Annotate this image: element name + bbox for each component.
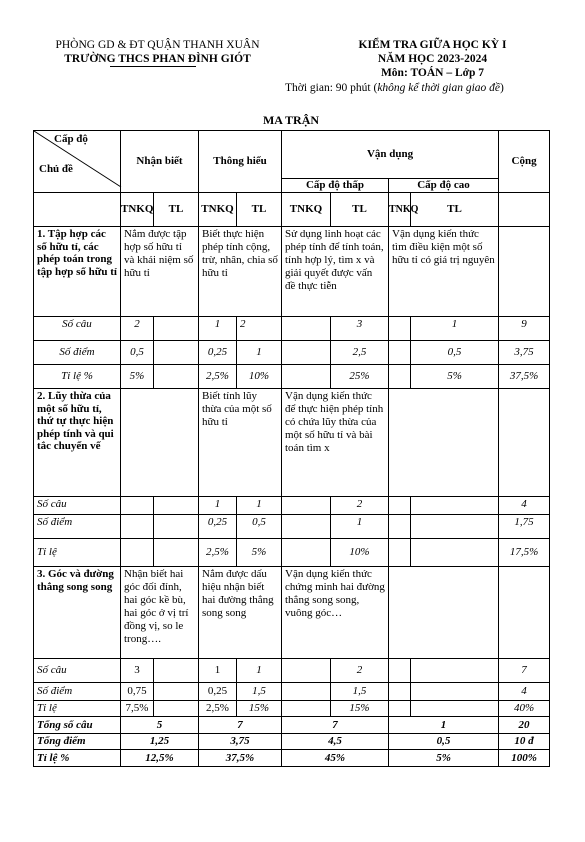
cell: 2,5% — [199, 701, 237, 717]
cell: 0,5 — [121, 341, 154, 365]
cell: 2 — [331, 497, 389, 515]
cell: 1 — [237, 497, 282, 515]
row-so-diem — [34, 515, 550, 539]
cell: 15% — [331, 701, 389, 717]
sub-tl-vdt: TL — [331, 193, 389, 227]
cell: 3 — [331, 317, 389, 341]
cell: 4 — [499, 683, 550, 701]
header-blank — [34, 193, 121, 227]
cell: 2 — [237, 317, 282, 341]
row-label: Tỉ lệ % — [34, 750, 121, 767]
topic-th-desc: Biết tính lũy thừa của một số hữu tỉ — [199, 389, 282, 497]
total-cell: 5 — [121, 717, 199, 734]
cell: 17,5% — [499, 539, 550, 567]
cell: 1 — [237, 659, 282, 683]
cell: 4 — [499, 497, 550, 515]
row-ti-le — [34, 365, 550, 389]
cell — [154, 497, 199, 515]
subject: Môn: TOÁN – Lớp 7 — [380, 67, 485, 79]
total-cell: 1,25 — [121, 734, 199, 750]
cell — [282, 683, 331, 701]
cell: 2,5% — [199, 539, 237, 567]
total-cell: 0,5 — [389, 734, 499, 750]
cell — [282, 539, 331, 567]
row-label: Tổng điểm — [34, 734, 121, 750]
cell — [411, 683, 499, 701]
cell: 7 — [499, 659, 550, 683]
cell — [411, 701, 499, 717]
col-thong-hieu: Thông hiểu — [199, 131, 282, 193]
topic-name: 2. Lũy thừa của một số hữu tỉ, thứ tự thực hiện phép tính và qui tắc chuyển vế — [34, 389, 121, 497]
cell: 1 — [199, 659, 237, 683]
cell — [154, 683, 199, 701]
row-label: Tỉ lệ — [34, 701, 121, 717]
cell — [389, 659, 411, 683]
corner-level-label: Cấp độ — [54, 133, 88, 145]
sub-tl-vdc: TL — [411, 193, 499, 227]
cell: 5% — [411, 365, 499, 389]
col-cap-do-cao: Cấp độ cao — [389, 179, 499, 193]
cell — [411, 515, 499, 539]
cell — [282, 701, 331, 717]
topic-name: 3. Góc và đường thẳng song song — [34, 567, 121, 659]
exam-time — [285, 81, 565, 95]
cell — [282, 317, 331, 341]
col-nhan-biet: Nhận biết — [121, 131, 199, 193]
cell — [121, 515, 154, 539]
sub-tnkq-nb: TNKQ — [121, 193, 154, 227]
cell: 1,5 — [331, 683, 389, 701]
topic-vdc-desc — [389, 389, 499, 497]
row-so-diem — [34, 341, 550, 365]
cell: 5% — [237, 539, 282, 567]
row-total-questions — [34, 717, 550, 734]
topic-nb-desc: Nhận biết hai góc đối đỉnh, hai góc kề bù, hai góc ở vị trí đồng vị, so le trong…. — [121, 567, 199, 659]
row-label: Số câu — [34, 317, 121, 341]
total-cell: 1 — [389, 717, 499, 734]
cell: 1 — [199, 497, 237, 515]
row-label: Số câu — [34, 659, 121, 683]
cell — [389, 365, 411, 389]
cell: 0,75 — [121, 683, 154, 701]
topic-vdt-desc: Sử dụng linh hoạt các phép tính để tính toán, tính hợp lý, tìm x và giải quyết được vấn đề thực tiễn — [282, 227, 389, 317]
col-cong: Cộng — [499, 131, 550, 193]
cell — [154, 659, 199, 683]
col-van-dung: Vận dụng — [282, 131, 499, 179]
cell: 5% — [121, 365, 154, 389]
row-so-cau — [34, 317, 550, 341]
cell: 2,5 — [331, 341, 389, 365]
total-cell: 37,5% — [199, 750, 282, 767]
exam-time-prefix: Thời gian: 90 phút ( — [285, 82, 378, 94]
topic-vdc-desc: Vận dụng kiến thức tìm điều kiện một số hữu tỉ có giá trị nguyên — [389, 227, 499, 317]
row-ti-le — [34, 701, 550, 717]
cell: 0,25 — [199, 683, 237, 701]
total-cell: 5% — [389, 750, 499, 767]
cell — [389, 701, 411, 717]
cell: 7,5% — [121, 701, 154, 717]
total-cell: 7 — [199, 717, 282, 734]
sub-tnkq-th: TNKQ — [199, 193, 237, 227]
total-cell: 3,75 — [199, 734, 282, 750]
cell — [389, 515, 411, 539]
sub-tl-th: TL — [237, 193, 282, 227]
cell: 15% — [237, 701, 282, 717]
cell — [154, 539, 199, 567]
sub-tl-nb: TL — [154, 193, 199, 227]
exam-time-suffix: ) — [500, 82, 504, 94]
total-cell: 7 — [282, 717, 389, 734]
topic-vdt-desc: Vận dụng kiến thức để thực hiện phép tính có chứa lũy thừa của một số hữu tỉ và bài toán tìm x — [282, 389, 389, 497]
cell: 1 — [237, 341, 282, 365]
cell — [282, 341, 331, 365]
total-cell: 100% — [499, 750, 550, 767]
cell — [154, 317, 199, 341]
row-label: Tỉ lệ — [34, 539, 121, 567]
cell: 2,5% — [199, 365, 237, 389]
cell: 25% — [331, 365, 389, 389]
cell — [121, 539, 154, 567]
row-total-ratio — [34, 750, 550, 767]
sub-tnkq-vdc: TNKQ — [389, 193, 411, 227]
cell: 2 — [121, 317, 154, 341]
cell: 1,5 — [237, 683, 282, 701]
topic-name: 1. Tập hợp các số hữu tỉ, các phép toán trong tập hợp số hữu tỉ — [34, 227, 121, 317]
cell: 3,75 — [499, 341, 550, 365]
topic-th-desc: Nắm được dấu hiệu nhận biết hai đường thẳng song song — [199, 567, 282, 659]
cell — [282, 659, 331, 683]
topic-cong-blank — [499, 227, 550, 317]
cell: 2 — [331, 659, 389, 683]
cell — [154, 365, 199, 389]
total-cell: 20 — [499, 717, 550, 734]
school-year: NĂM HỌC 2023-2024 — [377, 53, 488, 65]
total-cell: 45% — [282, 750, 389, 767]
cell: 1,75 — [499, 515, 550, 539]
cell — [411, 539, 499, 567]
cell: 37,5% — [499, 365, 550, 389]
exam-title: KIỂM TRA GIỮA HỌC KỲ I — [358, 39, 507, 51]
corner-cell — [34, 131, 121, 193]
cell — [389, 317, 411, 341]
topic-vdt-desc: Vận dụng kiến thức chứng minh hai đường thẳng song song, vuông góc… — [282, 567, 389, 659]
cell — [389, 539, 411, 567]
cell: 1 — [331, 515, 389, 539]
total-cell: 12,5% — [121, 750, 199, 767]
department-name: PHÒNG GD & ĐT QUẬN THANH XUÂN — [55, 39, 260, 51]
cell: 3 — [121, 659, 154, 683]
cell — [389, 341, 411, 365]
school-underline — [110, 66, 196, 67]
topic-row-3 — [34, 567, 550, 659]
cell: 0,5 — [411, 341, 499, 365]
total-cell: 10 đ — [499, 734, 550, 750]
row-label: Số điểm — [34, 683, 121, 701]
cell — [411, 497, 499, 515]
page-title: MA TRẬN — [262, 113, 320, 127]
topic-nb-desc: Nắm được tập hợp số hữu tỉ và khái niệm số hữu tỉ — [121, 227, 199, 317]
cell — [154, 701, 199, 717]
cell — [154, 341, 199, 365]
cell: 40% — [499, 701, 550, 717]
header-row-type — [34, 193, 550, 227]
topic-cong-blank — [499, 389, 550, 497]
topic-th-desc: Biết thực hiện phép tính cộng, trừ, nhân, chia số hữu tỉ — [199, 227, 282, 317]
sub-tnkq-vdt: TNKQ — [282, 193, 331, 227]
cell — [154, 515, 199, 539]
header-row-level — [34, 131, 550, 179]
topic-row-1 — [34, 227, 550, 317]
row-label: Số điểm — [34, 515, 121, 539]
row-so-cau — [34, 497, 550, 515]
cell: 0,25 — [199, 515, 237, 539]
topic-vdc-desc — [389, 567, 499, 659]
cell: 0,5 — [237, 515, 282, 539]
cell — [282, 515, 331, 539]
cell: 9 — [499, 317, 550, 341]
cell — [121, 497, 154, 515]
topic-row-2 — [34, 389, 550, 497]
topic-cong-blank — [499, 567, 550, 659]
row-so-diem — [34, 683, 550, 701]
col-cap-do-thap: Cấp độ thấp — [282, 179, 389, 193]
row-total-points — [34, 734, 550, 750]
cell — [282, 497, 331, 515]
header-blank-cong — [499, 193, 550, 227]
exam-time-note: không kể thời gian giao đề — [377, 82, 501, 94]
school-name: TRƯỜNG THCS PHAN ĐÌNH GIÓT — [64, 53, 251, 65]
row-label: Tỉ lệ % — [34, 365, 121, 389]
row-label: Số câu — [34, 497, 121, 515]
row-so-cau — [34, 659, 550, 683]
row-label: Tổng số câu — [34, 717, 121, 734]
topic-nb-desc — [121, 389, 199, 497]
cell — [389, 683, 411, 701]
cell: 10% — [331, 539, 389, 567]
row-ti-le — [34, 539, 550, 567]
cell — [411, 659, 499, 683]
cell: 1 — [411, 317, 499, 341]
corner-topic-label: Chủ đề — [39, 163, 73, 175]
cell — [282, 365, 331, 389]
row-label: Số điểm — [34, 341, 121, 365]
cell: 10% — [237, 365, 282, 389]
cell: 0,25 — [199, 341, 237, 365]
cell: 1 — [199, 317, 237, 341]
total-cell: 4,5 — [282, 734, 389, 750]
matrix-table — [33, 130, 550, 767]
cell — [389, 497, 411, 515]
